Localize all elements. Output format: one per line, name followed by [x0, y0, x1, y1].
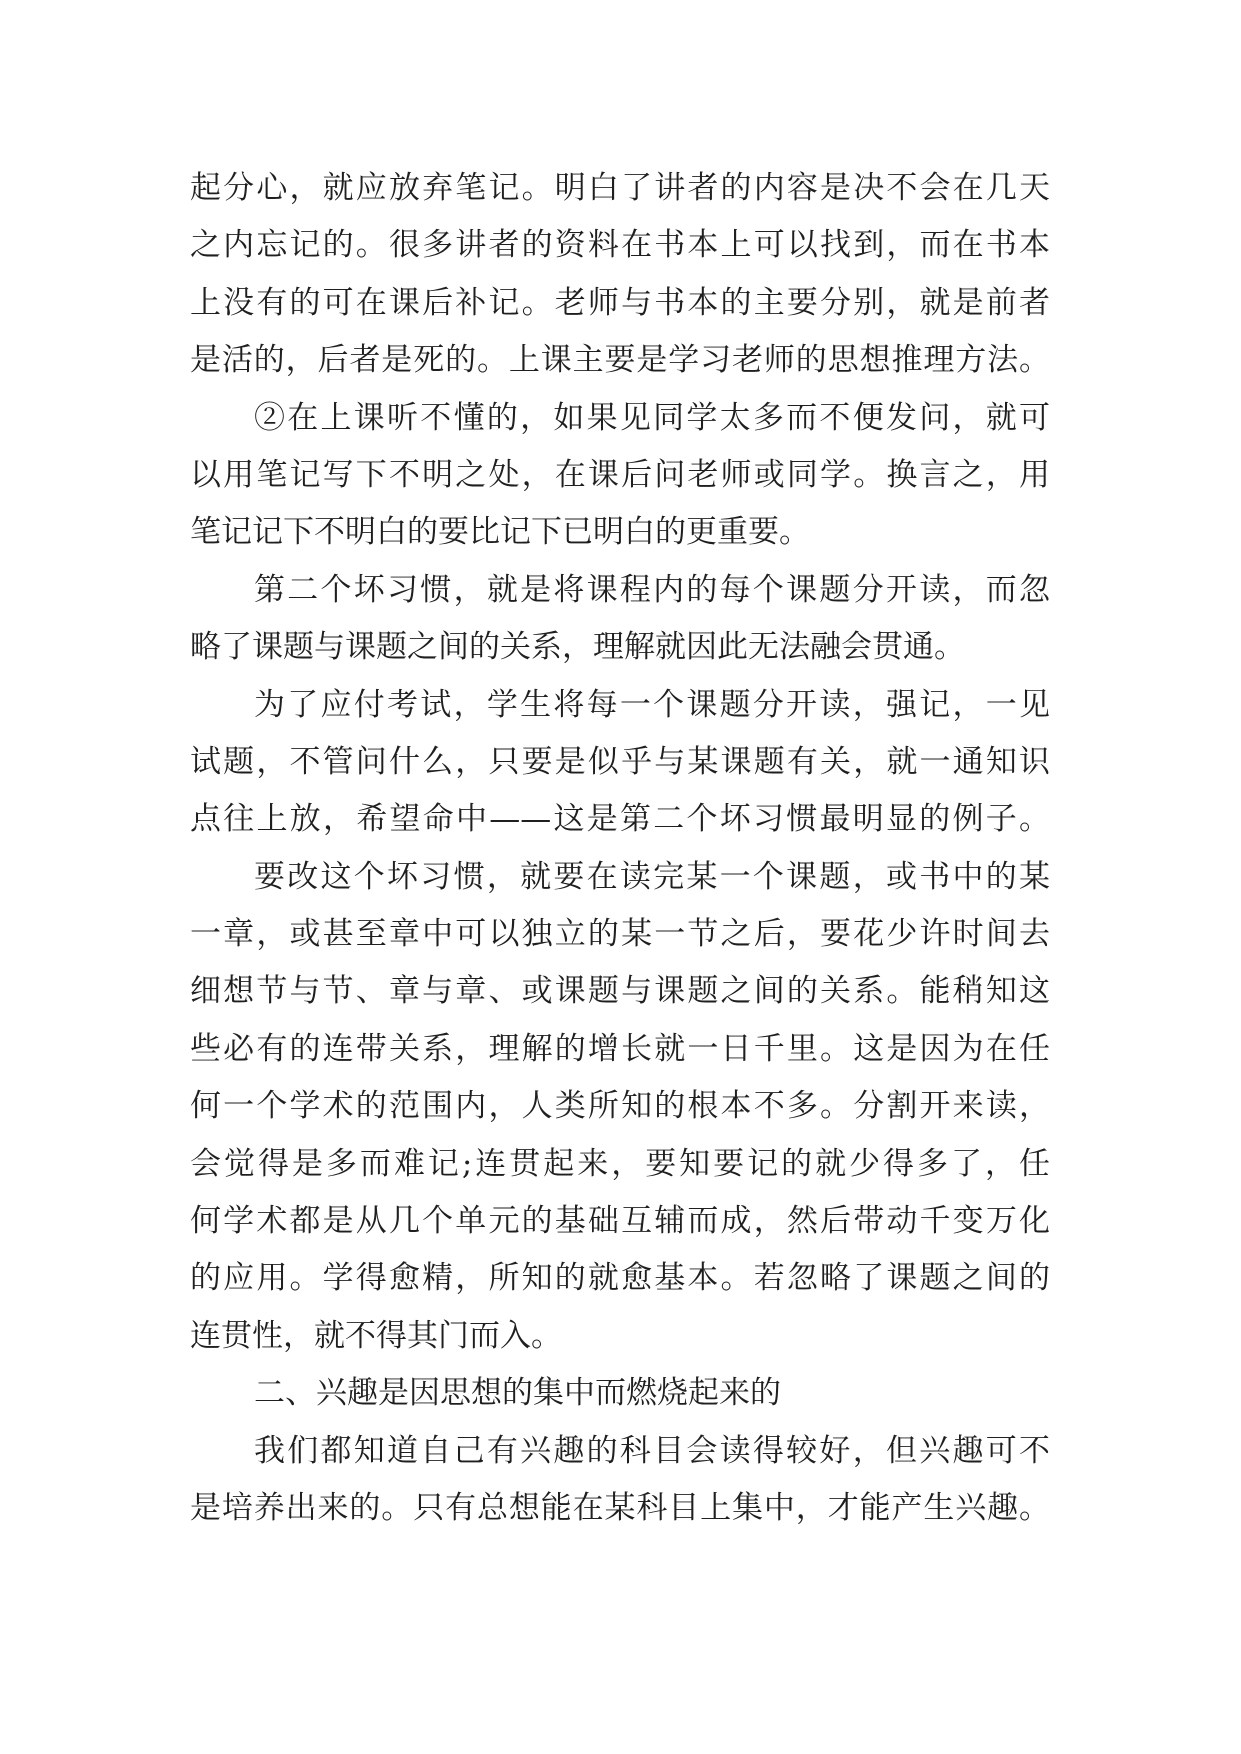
text-line: 之内忘记的。很多讲者的资料在书本上可以找到，而在书本	[190, 227, 1050, 264]
paragraph-last-line: 略了课题与课题之间的关系，理解就因此无法融会贯通。	[190, 629, 965, 666]
paragraph-last-line: 笔记记下不明白的要比记下已明白的更重要。	[190, 514, 810, 551]
section-heading: 二、兴趣是因思想的集中而燃烧起来的	[254, 1375, 781, 1412]
text-line: 何学术都是从几个单元的基础互辅而成，然后带动千变万化	[190, 1203, 1050, 1240]
paragraph-first-line: 为了应付考试，学生将每一个课题分开读，强记，一见	[254, 686, 1050, 723]
paragraph-first-line: 要改这个坏习惯，就要在读完某一个课题，或书中的某	[254, 858, 1050, 895]
text-line: 会觉得是多而难记;连贯起来，要知要记的就少得多了，任	[190, 1145, 1050, 1182]
paragraph-first-line: 我们都知道自己有兴趣的科目会读得较好，但兴趣可不	[254, 1432, 1050, 1469]
text-line: 何一个学术的范围内，人类所知的根本不多。分割开来读，	[190, 1088, 1050, 1125]
text-line: 细想节与节、章与章、或课题与课题之间的关系。能稍知这	[190, 973, 1050, 1010]
text-line: 是培养出来的。只有总想能在某科目上集中，才能产生兴趣。	[190, 1489, 1050, 1526]
paragraph-first-line: ②在上课听不懂的，如果见同学太多而不便发问，就可	[254, 399, 1050, 436]
text-line: 些必有的连带关系，理解的增长就一日千里。这是因为在任	[190, 1030, 1050, 1067]
text-line: 以用笔记写下不明之处，在课后问老师或同学。换言之，用	[190, 456, 1050, 493]
text-line: 的应用。学得愈精，所知的就愈基本。若忽略了课题之间的	[190, 1260, 1050, 1297]
paragraph-first-line: 第二个坏习惯，就是将课程内的每个课题分开读，而忽	[254, 571, 1050, 608]
body-text	[190, 160, 1050, 1537]
text-line: 上没有的可在课后补记。老师与书本的主要分别，就是前者	[190, 284, 1050, 321]
text-line: 试题，不管问什么，只要是似乎与某课题有关，就一通知识	[190, 743, 1050, 780]
paragraph-last-line: 连贯性，就不得其门而入。	[190, 1317, 562, 1354]
text-line: 一章，或甚至章中可以独立的某一节之后，要花少许时间去	[190, 916, 1050, 953]
text-line: 点往上放，希望命中——这是第二个坏习惯最明显的例子。	[190, 801, 1050, 838]
text-line: 是活的，后者是死的。上课主要是学习老师的思想推理方法。	[190, 342, 1050, 379]
text-line: 起分心，就应放弃笔记。明白了讲者的内容是决不会在几天	[190, 170, 1050, 206]
